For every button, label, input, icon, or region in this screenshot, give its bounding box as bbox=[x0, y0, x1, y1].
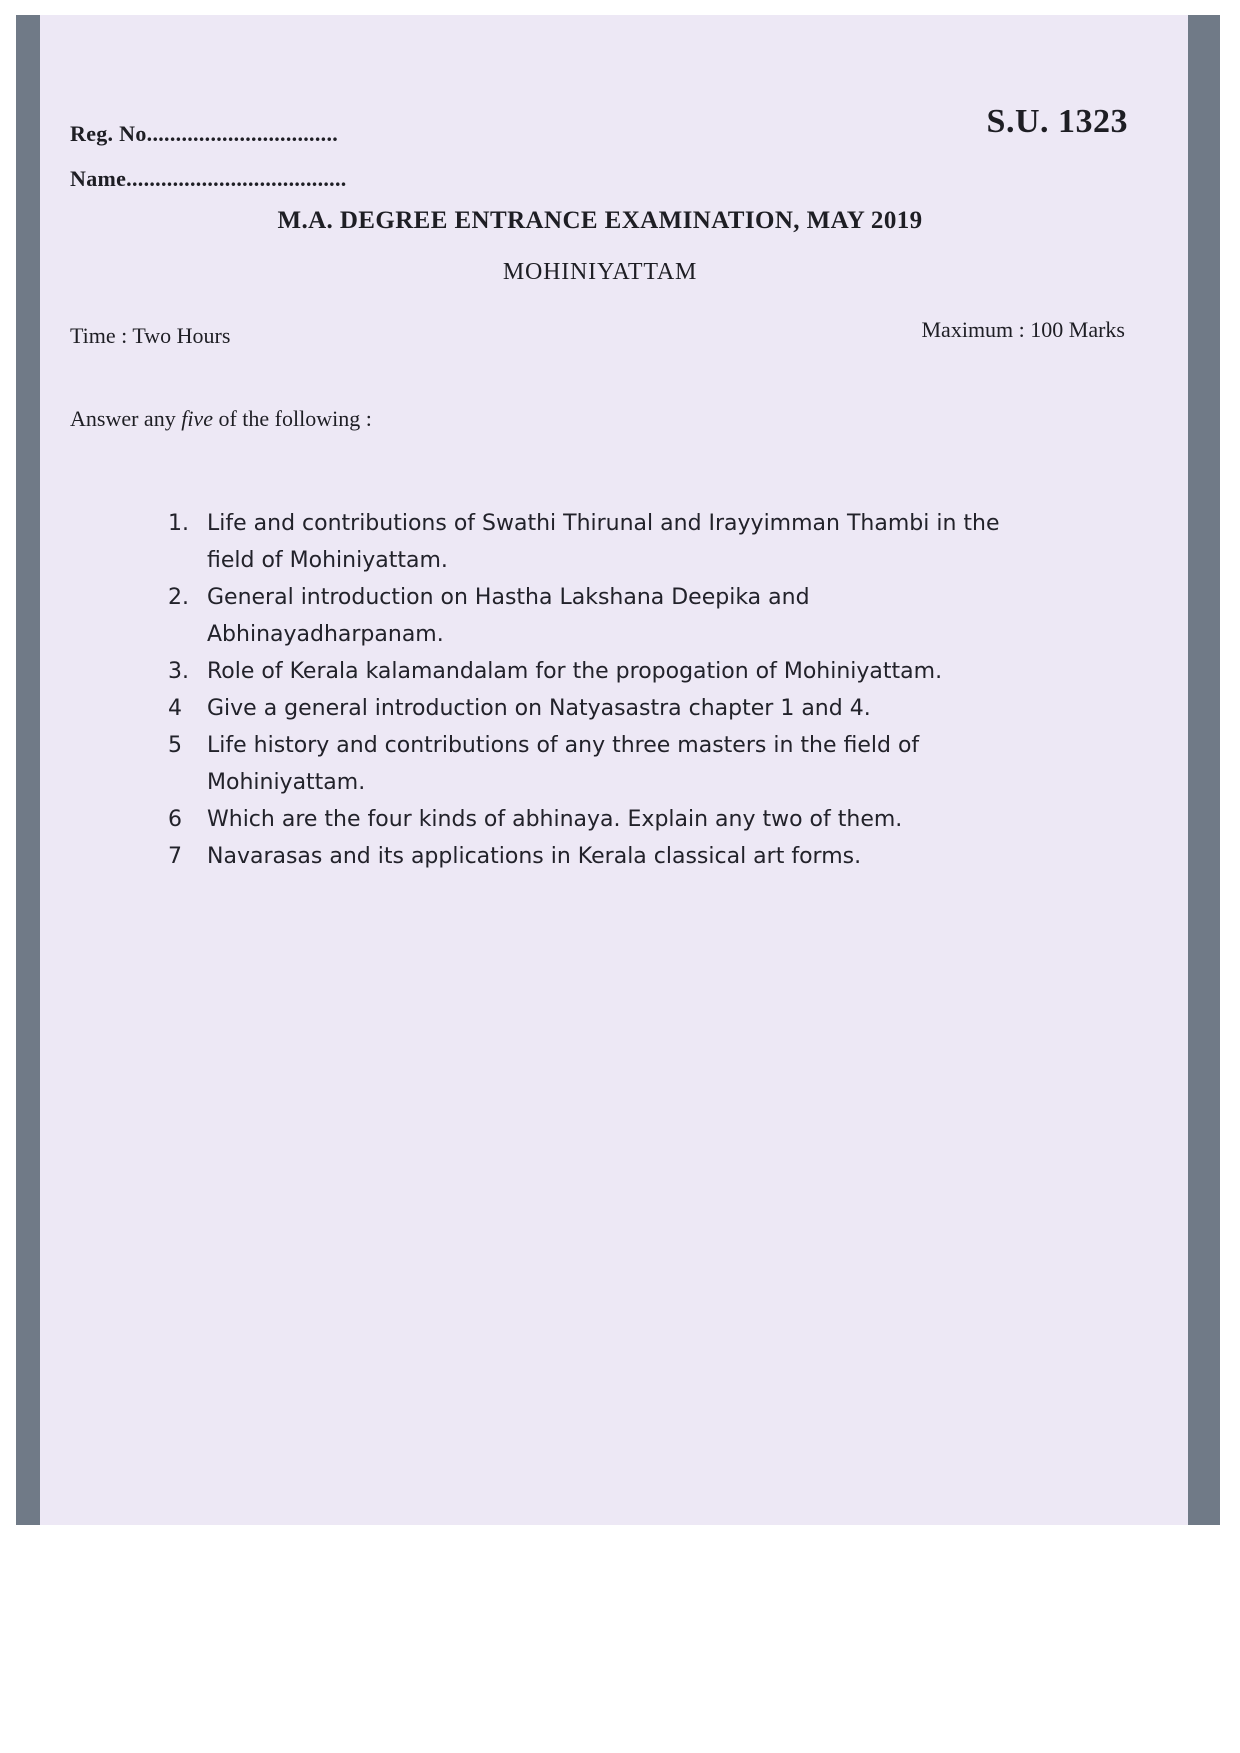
question-number: 7 bbox=[168, 844, 182, 869]
question-item bbox=[168, 727, 1048, 801]
question-item bbox=[168, 653, 1048, 690]
instruction bbox=[70, 406, 372, 432]
question-text: General introduction on Hastha Lakshana Deepika and Abhinayadharpanam. bbox=[207, 585, 810, 647]
question-number: 3. bbox=[168, 659, 189, 684]
instruction-before: Answer any bbox=[70, 406, 182, 431]
question-number: 4 bbox=[168, 696, 182, 721]
question-item bbox=[168, 801, 1048, 838]
question-item bbox=[168, 690, 1048, 727]
exam-title: M.A. DEGREE ENTRANCE EXAMINATION, MAY 2019 bbox=[277, 207, 923, 234]
question-item bbox=[168, 838, 1048, 875]
name-field: Name...................................... bbox=[70, 166, 347, 191]
time-allowed: Time : Two Hours bbox=[70, 323, 231, 348]
question-item bbox=[168, 505, 1048, 579]
question-item bbox=[168, 579, 1048, 653]
question-text: Give a general introduction on Natyasastra chapter 1 and 4. bbox=[207, 696, 871, 721]
instruction-after: of the following : bbox=[212, 406, 372, 431]
question-text: Role of Kerala kalamandalam for the propogation of Mohiniyattam. bbox=[207, 659, 943, 684]
question-list bbox=[168, 505, 1048, 875]
maximum-marks: Maximum : 100 Marks bbox=[921, 317, 1125, 342]
paper-code: S.U. 1323 bbox=[986, 103, 1128, 140]
subject-title: MOHINIYATTAM bbox=[502, 259, 698, 285]
question-text: Which are the four kinds of abhinaya. Explain any two of them. bbox=[207, 807, 903, 832]
exam-paper bbox=[40, 15, 1188, 1525]
instruction-emphasis: five bbox=[181, 406, 213, 431]
question-number: 1. bbox=[168, 511, 189, 536]
question-number: 5 bbox=[168, 733, 182, 758]
question-text: Navarasas and its applications in Kerala classical art forms. bbox=[207, 844, 862, 869]
question-number: 2. bbox=[168, 585, 189, 610]
question-text: Life history and contributions of any three masters in the field of Mohiniyattam. bbox=[207, 733, 920, 795]
question-text: Life and contributions of Swathi Thirunal and Irayyimman Thambi in the field of Mohiniyattam. bbox=[207, 511, 1000, 573]
reg-no-field: Reg. No................................. bbox=[70, 121, 339, 146]
question-number: 6 bbox=[168, 807, 182, 832]
